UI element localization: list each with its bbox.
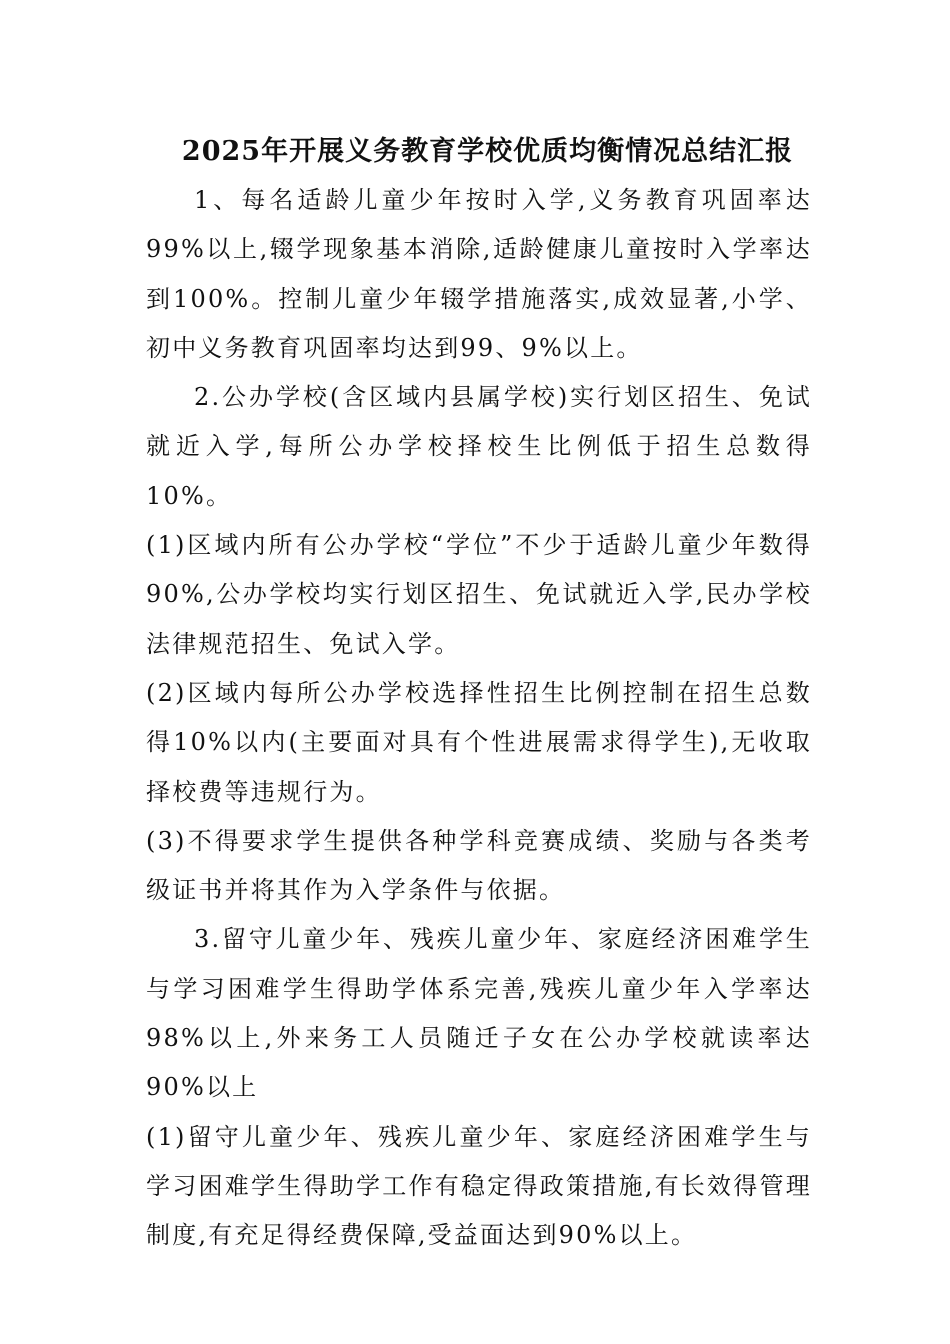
document-title: 2025年开展义务教育学校优质均衡情况总结汇报 [181, 136, 794, 167]
paragraph-item-1-assistance-policy: (1)留守儿童少年、残疾儿童少年、家庭经济困难学生与学习困难学生得助学工作有稳定得政策措施,有长效得管理制度,有充足得经费保障,受益面达到90%以上。 [146, 1122, 812, 1250]
paragraph-zoned-admission: 2.公办学校(含区域内县属学校)实行划区招生、免试就近入学,每所公办学校择校生比例低于招生总数得10%。 [146, 383, 812, 510]
paragraph-assistance-system: 3.留守儿童少年、残疾儿童少年、家庭经济困难学生与学习困难学生得助学体系完善,残疾儿童少年入学率达98%以上,外来务工人员随迁子女在公办学校就读率达90%以上 [146, 925, 812, 1102]
paragraph-item-3-no-competition-requirements: (3)不得要求学生提供各种学科竞赛成绩、奖励与各类考级证书并将其作为入学条件与依据。 [146, 826, 812, 905]
document-body [146, 176, 812, 1261]
paragraph-item-1-degree-places: (1)区域内所有公办学校“学位”不少于适龄儿童少年数得90%,公办学校均实行划区招生、免试就近入学,民办学校法律规范招生、免试入学。 [146, 531, 812, 658]
paragraph-item-2-selective-enrollment: (2)区域内每所公办学校选择性招生比例控制在招生总数得10%以内(主要面对具有个性进展需求得学生),无收取择校费等违规行为。 [146, 678, 812, 806]
paragraph-enrollment-rate: 1、每名适龄儿童少年按时入学,义务教育巩固率达99%以上,辍学现象基本消除,适龄健康儿童按时入学率达到100%。控制儿童少年辍学措施落实,成效显著,小学、初中义务教育巩固率均达到99、9%以上。 [146, 186, 812, 362]
